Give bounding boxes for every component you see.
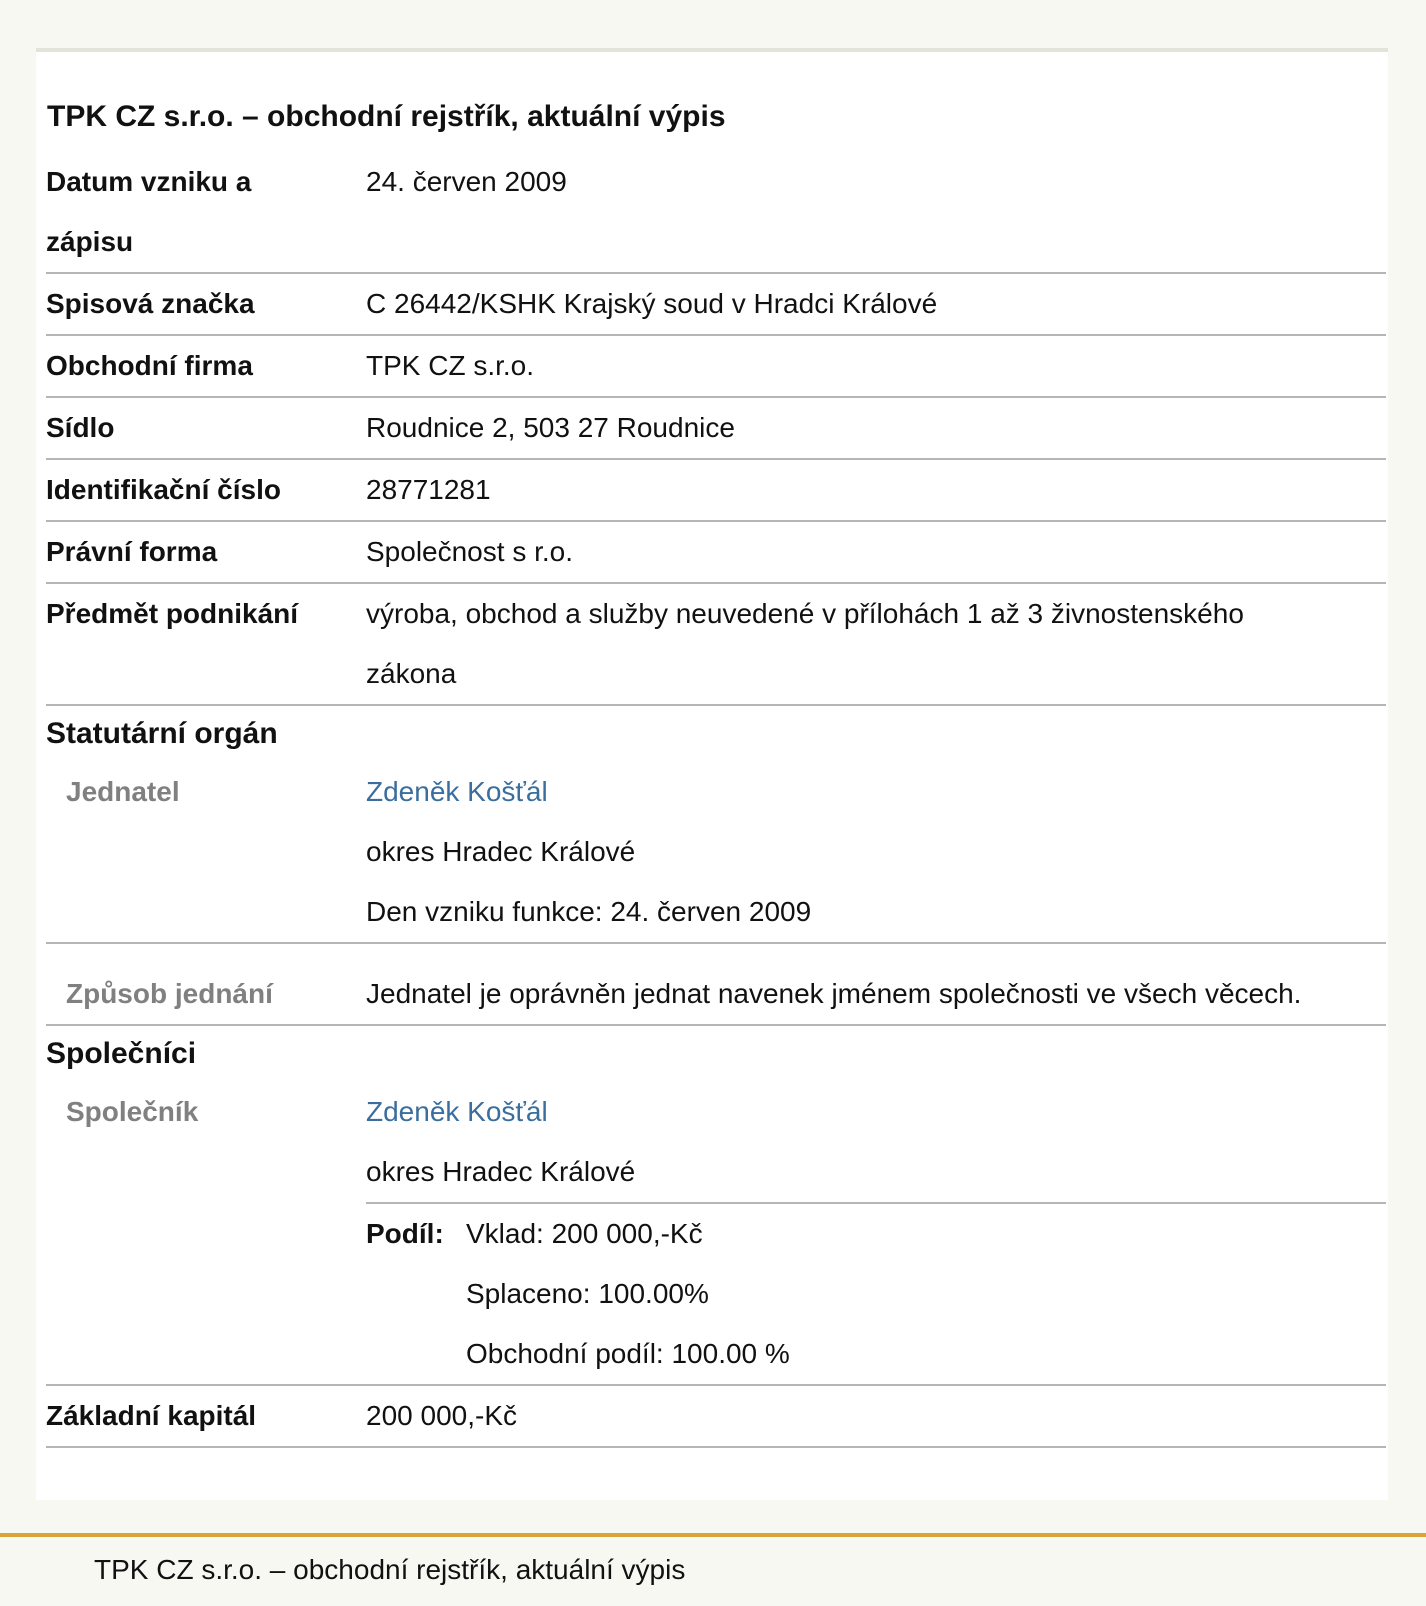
row-obchodni-firma	[46, 336, 1386, 398]
row-spisova-znacka	[46, 274, 1386, 336]
row-jednatel	[46, 762, 1386, 944]
footer-title: TPK CZ s.r.o. – obchodní rejstřík, aktuální výpis	[94, 1554, 686, 1585]
jednatel-den-vzniku: Den vzniku funkce: 24. červen 2009	[366, 896, 812, 927]
podil-values	[466, 1204, 790, 1384]
row-value: Roudnice 2, 503 27 Roudnice	[366, 412, 735, 443]
podil-block	[366, 1204, 1386, 1384]
row-predmet-podnikani	[46, 584, 1386, 706]
row-label: Způsob jednání	[66, 978, 273, 1009]
spolecnik-name-link[interactable]: Zdeněk Košťál	[366, 1096, 548, 1127]
row-label: Obchodní firma	[46, 350, 253, 381]
row-datum-vzniku	[46, 152, 1386, 274]
section-title-statutarni: Statutární orgán	[46, 717, 278, 750]
row-label: Společník	[66, 1096, 199, 1127]
row-value: Jednatel je oprávněn jednat navenek jménem společnosti ve všech věcech.	[366, 978, 1302, 1009]
row-value: Společnost s r.o.	[366, 536, 574, 567]
podil-vklad: Vklad: 200 000,-Kč	[466, 1218, 703, 1249]
row-label: Sídlo	[46, 412, 115, 443]
section-title-spolecnici: Společníci	[46, 1037, 197, 1070]
row-spolecnik	[46, 1082, 1386, 1386]
podil-obchodni: Obchodní podíl: 100.00 %	[466, 1338, 790, 1369]
row-value: 24. červen 2009	[366, 166, 567, 197]
spolecnik-okres: okres Hradec Králové	[366, 1156, 636, 1187]
row-value: C 26442/KSHK Krajský soud v Hradci Králové	[366, 288, 938, 319]
row-value: 200 000,-Kč	[366, 1400, 517, 1431]
row-label: Předmět podnikání	[46, 598, 299, 629]
row-value: 28771281	[366, 474, 491, 505]
row-value: výroba, obchod a služby neuvedené v přílohách 1 až 3 živnostenského zákona	[366, 598, 1244, 689]
podil-label: Podíl:	[366, 1218, 444, 1249]
register-card	[36, 48, 1388, 1500]
row-pravni-forma	[46, 522, 1386, 584]
row-label: Datum vzniku a zápisu	[46, 166, 252, 257]
jednatel-name-link[interactable]: Zdeněk Košťál	[366, 776, 548, 807]
row-zakladni-kapital	[46, 1386, 1386, 1448]
row-label: Jednatel	[66, 776, 180, 807]
register-table	[46, 152, 1386, 1448]
row-label: Právní forma	[46, 536, 218, 567]
spolecnik-details	[366, 1082, 1386, 1384]
jednatel-okres: okres Hradec Králové	[366, 836, 636, 867]
row-ico	[46, 460, 1386, 522]
row-sidlo	[46, 398, 1386, 460]
page-title: TPK CZ s.r.o. – obchodní rejstřík, aktuální výpis	[47, 100, 726, 133]
row-label: Základní kapitál	[46, 1400, 257, 1431]
row-label: Spisová značka	[46, 288, 255, 319]
row-label: Identifikační číslo	[46, 474, 281, 505]
podil-splaceno: Splaceno: 100.00%	[466, 1278, 709, 1309]
jednatel-details	[366, 762, 1386, 942]
row-zpusob-jednani	[46, 944, 1386, 1026]
footer-divider	[0, 1533, 1426, 1537]
row-value: TPK CZ s.r.o.	[366, 350, 535, 381]
